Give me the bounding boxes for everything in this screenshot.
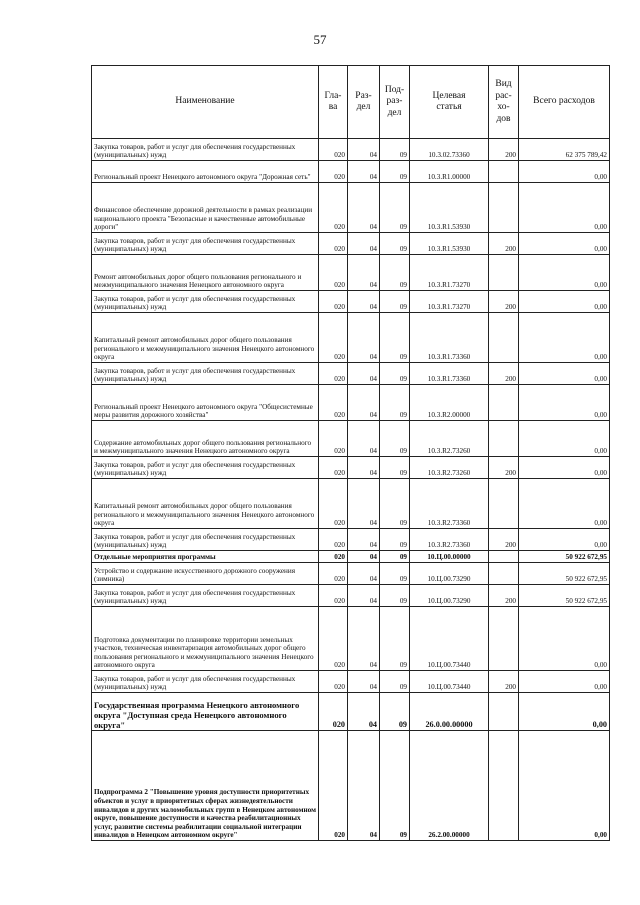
row-subsection-cell: 09: [380, 607, 410, 671]
row-total-cell: 0,00: [519, 255, 610, 291]
row-subsection-cell: 09: [380, 693, 410, 731]
row-target-cell: 26.0.00.00000: [410, 693, 489, 731]
row-subsection-cell: 09: [380, 731, 410, 841]
row-total-cell: 0,00: [519, 693, 610, 731]
row-total-cell: 0,00: [519, 385, 610, 421]
row-chapter-cell: 020: [319, 479, 348, 529]
row-expense-cell: [489, 731, 519, 841]
row-target-cell: 10.3.R1.73360: [410, 313, 489, 363]
header-name: Наименование: [92, 66, 319, 139]
row-expense-cell: [489, 607, 519, 671]
row-total-cell: 0,00: [519, 183, 610, 233]
row-name-cell: Отдельные мероприятия программы: [92, 551, 319, 563]
row-name-cell: Региональный проект Ненецкого автономного округа "Общесистемные меры развития дорожного хозяйства": [92, 385, 319, 421]
table-row: [92, 139, 610, 161]
row-target-cell: 10.Ц.00.73440: [410, 607, 489, 671]
row-chapter-cell: 020: [319, 161, 348, 183]
row-chapter-cell: 020: [319, 457, 348, 479]
row-chapter-cell: 020: [319, 529, 348, 551]
row-expense-cell: [489, 255, 519, 291]
row-total-cell: 0,00: [519, 479, 610, 529]
row-expense-cell: 200: [489, 671, 519, 693]
row-total-cell: 0,00: [519, 529, 610, 551]
row-name-cell: Закупка товаров, работ и услуг для обеспечения государственных (муниципальных) нужд: [92, 233, 319, 255]
row-total-cell: 0,00: [519, 291, 610, 313]
header-expense-type: Вид рас- хо- дов: [489, 66, 519, 139]
row-target-cell: 10.3.R1.00000: [410, 161, 489, 183]
budget-table: [91, 65, 610, 841]
table-row: [92, 255, 610, 291]
row-chapter-cell: 020: [319, 585, 348, 607]
table-row: [92, 479, 610, 529]
table-row: [92, 183, 610, 233]
row-target-cell: 10.3.R1.73360: [410, 363, 489, 385]
row-name-cell: Государственная программа Ненецкого автономного округа "Доступная среда Ненецкого автономного округа": [92, 693, 319, 731]
row-expense-cell: 200: [489, 585, 519, 607]
row-section-cell: 04: [348, 479, 380, 529]
row-name-cell: Ремонт автомобильных дорог общего пользования регионального и межмуниципального значения Ненецкого автономного округа: [92, 255, 319, 291]
row-total-cell: 62 375 789,42: [519, 139, 610, 161]
header-subsection: Под- раз- дел: [380, 66, 410, 139]
row-target-cell: 10.Ц.00.73290: [410, 585, 489, 607]
row-target-cell: 10.3.R1.73270: [410, 255, 489, 291]
row-section-cell: 04: [348, 693, 380, 731]
row-name-cell: Финансовое обеспечение дорожной деятельности в рамках реализации национального проекта "Безопасные и качественные автомобильные дороги": [92, 183, 319, 233]
table-row: [92, 607, 610, 671]
table-row: [92, 233, 610, 255]
table-row: [92, 363, 610, 385]
row-total-cell: 0,00: [519, 671, 610, 693]
row-target-cell: 10.3.R2.00000: [410, 385, 489, 421]
row-subsection-cell: 09: [380, 363, 410, 385]
row-expense-cell: [489, 479, 519, 529]
row-expense-cell: [489, 161, 519, 183]
row-section-cell: 04: [348, 255, 380, 291]
table-row: [92, 291, 610, 313]
row-subsection-cell: 09: [380, 313, 410, 363]
row-name-cell: Закупка товаров, работ и услуг для обеспечения государственных (муниципальных) нужд: [92, 529, 319, 551]
row-name-cell: Подготовка документации по планировке территории земельных участков, техническая инвентаризация автомобильных дорог общего пользования регионального и межмуниципального значения Ненецкого автономного округа: [92, 607, 319, 671]
row-total-cell: 0,00: [519, 161, 610, 183]
row-section-cell: 04: [348, 161, 380, 183]
row-chapter-cell: 020: [319, 385, 348, 421]
row-chapter-cell: 020: [319, 693, 348, 731]
row-total-cell: 0,00: [519, 731, 610, 841]
table-row: [92, 313, 610, 363]
header-section: Раз- дел: [348, 66, 380, 139]
row-total-cell: 0,00: [519, 313, 610, 363]
row-subsection-cell: 09: [380, 233, 410, 255]
row-section-cell: 04: [348, 607, 380, 671]
row-name-cell: Подпрограмма 2 "Повышение уровня доступности приоритетных объектов и услуг в приоритетных сферах жизнедеятельности инвалидов и других маломобильных групп в Ненецком автономном округе, повышение доступности и качества реабилитационных услуг, развитие системы реабилитации социальной интеграции инвалидов в Ненецком автономном округе": [92, 731, 319, 841]
row-chapter-cell: 020: [319, 551, 348, 563]
row-subsection-cell: 09: [380, 255, 410, 291]
row-section-cell: 04: [348, 421, 380, 457]
row-expense-cell: [489, 563, 519, 585]
row-total-cell: 0,00: [519, 457, 610, 479]
row-target-cell: 10.3.R2.73260: [410, 421, 489, 457]
row-section-cell: 04: [348, 585, 380, 607]
row-expense-cell: [489, 551, 519, 563]
row-name-cell: Закупка товаров, работ и услуг для обеспечения государственных (муниципальных) нужд: [92, 363, 319, 385]
table-row: [92, 551, 610, 563]
table-row: [92, 563, 610, 585]
table-body: [92, 139, 610, 841]
row-subsection-cell: 09: [380, 671, 410, 693]
row-name-cell: Капитальный ремонт автомобильных дорог общего пользования регионального и межмуниципального значения Ненецкого автономного округа: [92, 479, 319, 529]
row-target-cell: 10.Ц.00.73290: [410, 563, 489, 585]
row-expense-cell: 200: [489, 363, 519, 385]
table-row: [92, 529, 610, 551]
row-chapter-cell: 020: [319, 671, 348, 693]
row-expense-cell: 200: [489, 291, 519, 313]
row-subsection-cell: 09: [380, 479, 410, 529]
row-name-cell: Закупка товаров, работ и услуг для обеспечения государственных (муниципальных) нужд: [92, 291, 319, 313]
table-row: [92, 457, 610, 479]
row-chapter-cell: 020: [319, 607, 348, 671]
row-subsection-cell: 09: [380, 529, 410, 551]
row-chapter-cell: 020: [319, 731, 348, 841]
row-chapter-cell: 020: [319, 139, 348, 161]
row-name-cell: Региональный проект Ненецкого автономного округа "Дорожная сеть": [92, 161, 319, 183]
row-subsection-cell: 09: [380, 291, 410, 313]
row-target-cell: 10.Ц.00.00000: [410, 551, 489, 563]
row-expense-cell: 200: [489, 233, 519, 255]
row-section-cell: 04: [348, 363, 380, 385]
row-expense-cell: [489, 183, 519, 233]
row-target-cell: 10.3.R2.73360: [410, 479, 489, 529]
row-section-cell: 04: [348, 313, 380, 363]
row-expense-cell: [489, 313, 519, 363]
row-subsection-cell: 09: [380, 161, 410, 183]
row-total-cell: 50 922 672,95: [519, 551, 610, 563]
row-target-cell: 26.2.00.00000: [410, 731, 489, 841]
row-total-cell: 0,00: [519, 363, 610, 385]
row-chapter-cell: 020: [319, 563, 348, 585]
row-expense-cell: 200: [489, 139, 519, 161]
header-row: [92, 66, 610, 139]
row-total-cell: 0,00: [519, 607, 610, 671]
row-name-cell: Закупка товаров, работ и услуг для обеспечения государственных (муниципальных) нужд: [92, 457, 319, 479]
row-subsection-cell: 09: [380, 139, 410, 161]
row-expense-cell: 200: [489, 457, 519, 479]
row-chapter-cell: 020: [319, 313, 348, 363]
row-target-cell: 10.3.R1.53930: [410, 183, 489, 233]
row-total-cell: 50 922 672,95: [519, 563, 610, 585]
header-chapter: Гла- ва: [319, 66, 348, 139]
row-name-cell: Закупка товаров, работ и услуг для обеспечения государственных (муниципальных) нужд: [92, 671, 319, 693]
header-target-article: Целевая статья: [410, 66, 489, 139]
table-row: [92, 385, 610, 421]
row-chapter-cell: 020: [319, 233, 348, 255]
row-name-cell: Капитальный ремонт автомобильных дорог общего пользования регионального и межмуниципального значения Ненецкого автономного округа: [92, 313, 319, 363]
row-subsection-cell: 09: [380, 551, 410, 563]
row-section-cell: 04: [348, 233, 380, 255]
row-target-cell: 10.Ц.00.73440: [410, 671, 489, 693]
row-chapter-cell: 020: [319, 183, 348, 233]
row-section-cell: 04: [348, 385, 380, 421]
row-subsection-cell: 09: [380, 563, 410, 585]
row-section-cell: 04: [348, 671, 380, 693]
budget-table-container: [91, 65, 609, 841]
row-section-cell: 04: [348, 731, 380, 841]
row-target-cell: 10.3.R1.53930: [410, 233, 489, 255]
row-name-cell: Содержание автомобильных дорог общего пользования регионального и межмуниципального значения Ненецкого автономного округа: [92, 421, 319, 457]
row-total-cell: 0,00: [519, 233, 610, 255]
row-name-cell: Закупка товаров, работ и услуг для обеспечения государственных (муниципальных) нужд: [92, 139, 319, 161]
row-section-cell: 04: [348, 291, 380, 313]
table-row: [92, 693, 610, 731]
row-subsection-cell: 09: [380, 457, 410, 479]
table-row: [92, 421, 610, 457]
row-section-cell: 04: [348, 183, 380, 233]
row-name-cell: Устройство и содержание искусственного дорожного сооружения (зимника): [92, 563, 319, 585]
table-row: [92, 731, 610, 841]
row-section-cell: 04: [348, 139, 380, 161]
header-total-expenses: Всего расходов: [519, 66, 610, 139]
row-target-cell: 10.3.02.73360: [410, 139, 489, 161]
row-target-cell: 10.3.R2.73260: [410, 457, 489, 479]
row-target-cell: 10.3.R1.73270: [410, 291, 489, 313]
row-section-cell: 04: [348, 563, 380, 585]
row-subsection-cell: 09: [380, 421, 410, 457]
row-expense-cell: [489, 421, 519, 457]
row-total-cell: 0,00: [519, 421, 610, 457]
table-row: [92, 585, 610, 607]
row-name-cell: Закупка товаров, работ и услуг для обеспечения государственных (муниципальных) нужд: [92, 585, 319, 607]
table-row: [92, 161, 610, 183]
row-expense-cell: [489, 693, 519, 731]
row-subsection-cell: 09: [380, 585, 410, 607]
table-row: [92, 671, 610, 693]
page-number: 57: [313, 32, 327, 47]
row-section-cell: 04: [348, 529, 380, 551]
row-target-cell: 10.3.R2.73360: [410, 529, 489, 551]
row-expense-cell: [489, 385, 519, 421]
row-chapter-cell: 020: [319, 291, 348, 313]
row-expense-cell: 200: [489, 529, 519, 551]
row-total-cell: 50 922 672,95: [519, 585, 610, 607]
row-subsection-cell: 09: [380, 385, 410, 421]
row-chapter-cell: 020: [319, 255, 348, 291]
row-section-cell: 04: [348, 457, 380, 479]
row-chapter-cell: 020: [319, 363, 348, 385]
row-section-cell: 04: [348, 551, 380, 563]
row-chapter-cell: 020: [319, 421, 348, 457]
row-subsection-cell: 09: [380, 183, 410, 233]
